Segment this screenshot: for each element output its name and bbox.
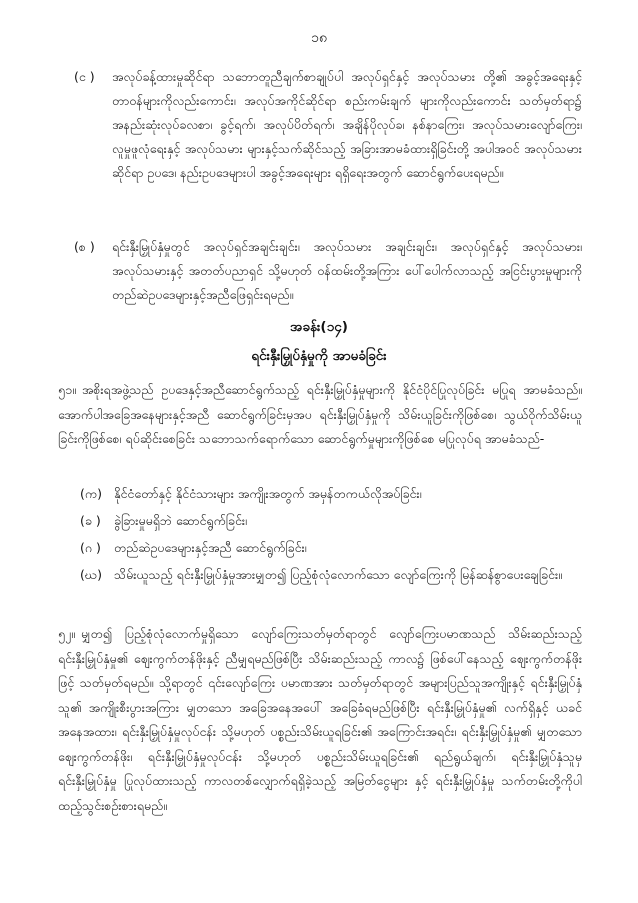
section-52	[58, 622, 582, 818]
sub-item-sa	[74, 235, 582, 307]
sub-item-nga	[74, 65, 582, 185]
chapter-title: ရင်းနှီးမြှုပ်နှံမှုကို အာမခံခြင်း	[251, 348, 387, 364]
page-number: ၁၈	[311, 30, 327, 46]
clause-text: သိမ်းယူသည့် ရင်းနှီးမြှုပ်နှံမှုအားမျှတ၍ ပြည့်စုံလုံလောက်သော လျော်ကြေးကို မြန်ဆန်စွာပေးချေခြင်း။	[114, 567, 562, 582]
clause-ka	[80, 482, 582, 506]
clause-kha	[80, 509, 582, 533]
section-51	[58, 378, 582, 452]
sub-item-label: (စ )	[74, 239, 95, 254]
section-number: ၅၂။	[58, 626, 75, 641]
clause-label: (ဂ )	[80, 540, 101, 555]
section-number: ၅၁။	[58, 382, 76, 397]
clause-label: (ဃ)	[80, 567, 102, 582]
clause-label: (က)	[80, 486, 102, 501]
clause-text: နိုင်ငံတော်နှင့် နိုင်ငံသားများ အကျိုးအတွက် အမှန်တကယ်လိုအပ်ခြင်း၊	[114, 486, 422, 501]
section-text: မျှတ၍ ပြည့်စုံလုံလောက်မှုရှိသော လျော်ကြေးသတ်မှတ်ရာတွင် လျော်ကြေးပမာဏသည် သိမ်းဆည်းသည့် ရင်းနှီးမြှုပ်နှံမှု၏ ဈေးကွက်တန်ဖိုးနှင့် ညီမျှရမည်ဖြစ်ပြီး သိမ်းဆည်းသည့် ကာလ၌ ဖြစ်ပေါ်နေသည့် ဈေးကွက်တန်ဖိုးဖြင့် သတ်မှတ်ရမည်။ သို့ရာတွင် ၎င်းလျော်ကြေး ပမာဏအား သတ်မှတ်ရာတွင် အများပြည်သူအကျိုးနှင့် ရင်းနှီးမြှုပ်နှံသူ၏ အကျိုးစီးပွားအကြား မျှတသော အခြေအနေအပေါ် အခြေခံရမည်ဖြစ်ပြီး ရင်းနှီးမြှုပ်နှံမှု၏ လက်ရှိနှင့် ယခင်အနေအထား၊ ရင်းနှီးမြှုပ်နှံမှုလုပ်ငန်း သို့မဟုတ် ပစ္စည်းသိမ်းယူရခြင်း၏ အကြောင်းအရင်း၊ ရင်းနှီးမြှုပ်နှံမှု၏ မျှတသော ဈေးကွက်တန်ဖိုး၊ ရင်းနှီးမြှုပ်နှံမှုလုပ်ငန်း သို့မဟုတ် ပစ္စည်းသိမ်းယူရခြင်း၏ ရည်ရွယ်ချက်၊ ရင်းနှီးမြှုပ်နှံသူမှ ရင်းနှီးမြှုပ်နှံမှု ပြုလုပ်ထားသည့် ကာလတစ်လျှောက်ရရှိခဲ့သည့် အမြတ်ငွေများ နှင့် ရင်းနှီးမြှုပ်နှံမှု သက်တမ်းတို့ကိုပါ ထည့်သွင်းစဉ်းစားရမည်။	[58, 626, 582, 813]
sub-item-text: ရင်းနှီးမြှုပ်နှံမှုတွင် အလုပ်ရှင်အချင်းချင်း၊ အလုပ်သမား အချင်းချင်း၊ အလုပ်ရှင်နှင့် အလုပ်သမား၊ အလုပ်သမားနှင့် အတတ်ပညာရှင် သို့မဟုတ် ဝန်ထမ်းတို့အကြား ပေါ်ပေါက်လာသည့် အငြင်းပွားမှုများကို တည်ဆဲဥပဒေများနှင့်အညီဖြေရှင်းရမည်။	[112, 239, 582, 302]
sub-item-text: အလုပ်ခန့်ထားမှုဆိုင်ရာ သဘောတူညီချက်စာချုပ်ပါ အလုပ်ရှင်နှင့် အလုပ်သမား တို့၏ အခွင့်အရေးနှင့် တာဝန်များကိုလည်းကောင်း၊ အလုပ်အကိုင်ဆိုင်ရာ စည်းကမ်းချက် များကိုလည်းကောင်း သတ်မှတ်ရာ၌ အနည်းဆုံးလုပ်ခလစာ၊ ခွင့်ရက်၊ အလုပ်ပိတ်ရက်၊ အချိန်ပိုလုပ်ခ၊ နစ်နာကြေး၊ အလုပ်သမားလျော်ကြေး၊ လူမှုဖူလုံရေးနှင့် အလုပ်သမား များနှင့်သက်ဆိုင်သည့် အခြားအာမခံထားရှိခြင်းတို့ အပါအဝင် အလုပ်သမားဆိုင်ရာ ဥပဒေ၊ နည်းဥပဒေများပါ အခွင့်အရေးများ ရရှိရေးအတွက် ဆောင်ရွက်ပေးရမည်။	[112, 69, 582, 180]
clause-gha	[80, 563, 582, 587]
chapter-number: အခန်း(၁၄)	[290, 319, 348, 335]
clause-label: (ခ )	[80, 513, 101, 528]
clause-ga	[80, 536, 582, 560]
clause-text: တည်ဆဲဥပဒေများနှင့်အညီ ဆောင်ရွက်ခြင်း၊	[114, 540, 307, 555]
sub-item-label: (င )	[74, 69, 95, 84]
section-text: အစိုးရအဖွဲ့သည် ဥပဒေနှင့်အညီဆောင်ရွက်သည့် ရင်းနှီးမြှုပ်နှံမှုများကို နိုင်ငံပိုင်ပြုလုပ်ခြင်း မပြုရ အာမခံသည်။ အောက်ပါအခြေအနေများနှင့်အညီ ဆောင်ရွက်ခြင်းမှအပ ရင်းနှီးမြှုပ်နှံမှုကို သိမ်းယူခြင်းကိုဖြစ်စေ၊ သွယ်ဝိုက်သိမ်းယူခြင်းကိုဖြစ်စေ၊ ရပ်ဆိုင်းစေခြင်း သဘောသက်ရောက်သော ဆောင်ရွက်မှုများကိုဖြစ်စေ မပြုလုပ်ရ အာမခံသည်-	[58, 382, 582, 446]
clause-text: ခွဲခြားမှုမရှိဘဲ ဆောင်ရွက်ခြင်း၊	[114, 513, 248, 528]
